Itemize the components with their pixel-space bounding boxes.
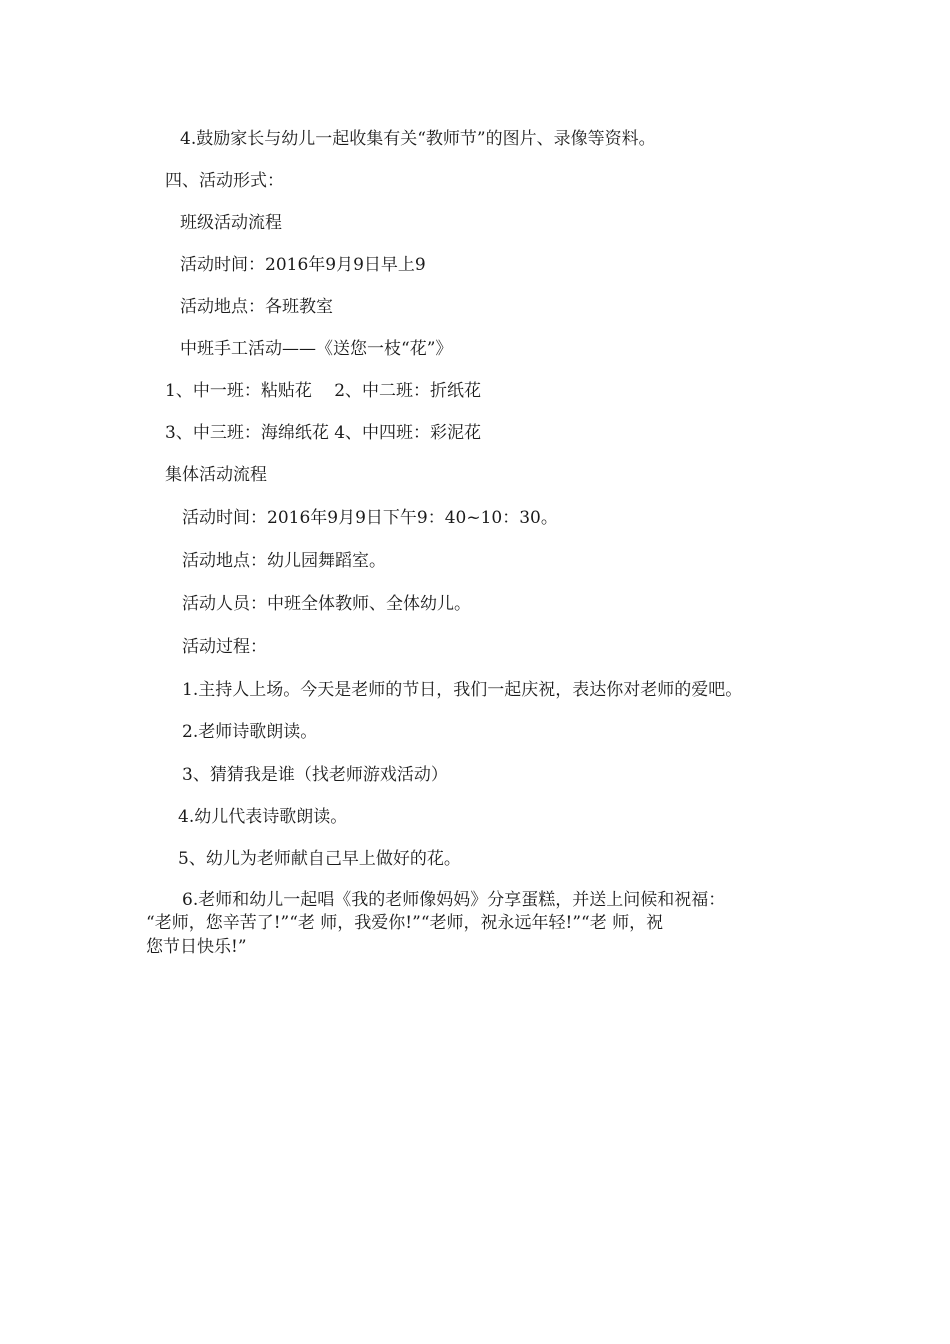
class-craft-row-1: 1、中一班：粘贴花 2、中二班：折纸花 <box>165 381 482 401</box>
class-activity-time: 活动时间：2016年9月9日早上9 <box>180 255 426 275</box>
process-step-6-greetings: “老师，您辛苦了!”“老 师，我爱你!”“老师，祝永远年轻!”“老 师，祝 <box>146 913 664 933</box>
class-craft-row-2: 3、中三班：海绵纸花 4、中四班：彩泥花 <box>165 423 482 443</box>
middle-class-craft-title: 中班手工活动——《送您一枝“花”》 <box>180 339 453 359</box>
process-step-2: 2.老师诗歌朗读。 <box>182 722 318 742</box>
process-step-1: 1.主持人上场。今天是老师的节日，我们一起庆祝，表达你对老师的爱吧。 <box>182 680 743 700</box>
group-activity-process-heading: 活动过程： <box>182 637 267 657</box>
group-activity-time: 活动时间：2016年9月9日下午9：40~10：30。 <box>182 508 558 528</box>
process-step-6-closing: 您节日快乐!” <box>146 937 247 957</box>
section-heading-activity-form: 四、活动形式： <box>165 171 284 191</box>
subheading-group-activity-flow: 集体活动流程 <box>165 465 267 485</box>
process-step-5: 5、幼儿为老师献自己早上做好的花。 <box>178 849 461 869</box>
item-4-encourage-parents: 4.鼓励家长与幼儿一起收集有关“教师节”的图片、录像等资料。 <box>180 129 656 149</box>
group-activity-location: 活动地点：幼儿园舞蹈室。 <box>182 551 386 571</box>
process-step-4: 4.幼儿代表诗歌朗读。 <box>178 807 348 827</box>
subheading-class-activity-flow: 班级活动流程 <box>180 213 282 233</box>
process-step-3: 3、猜猜我是谁（找老师游戏活动） <box>182 765 448 785</box>
process-step-6: 6.老师和幼儿一起唱《我的老师像妈妈》分享蛋糕，并送上问候和祝福： <box>182 890 726 910</box>
class-activity-location: 活动地点：各班教室 <box>180 297 333 317</box>
group-activity-participants: 活动人员：中班全体教师、全体幼儿。 <box>182 594 471 614</box>
